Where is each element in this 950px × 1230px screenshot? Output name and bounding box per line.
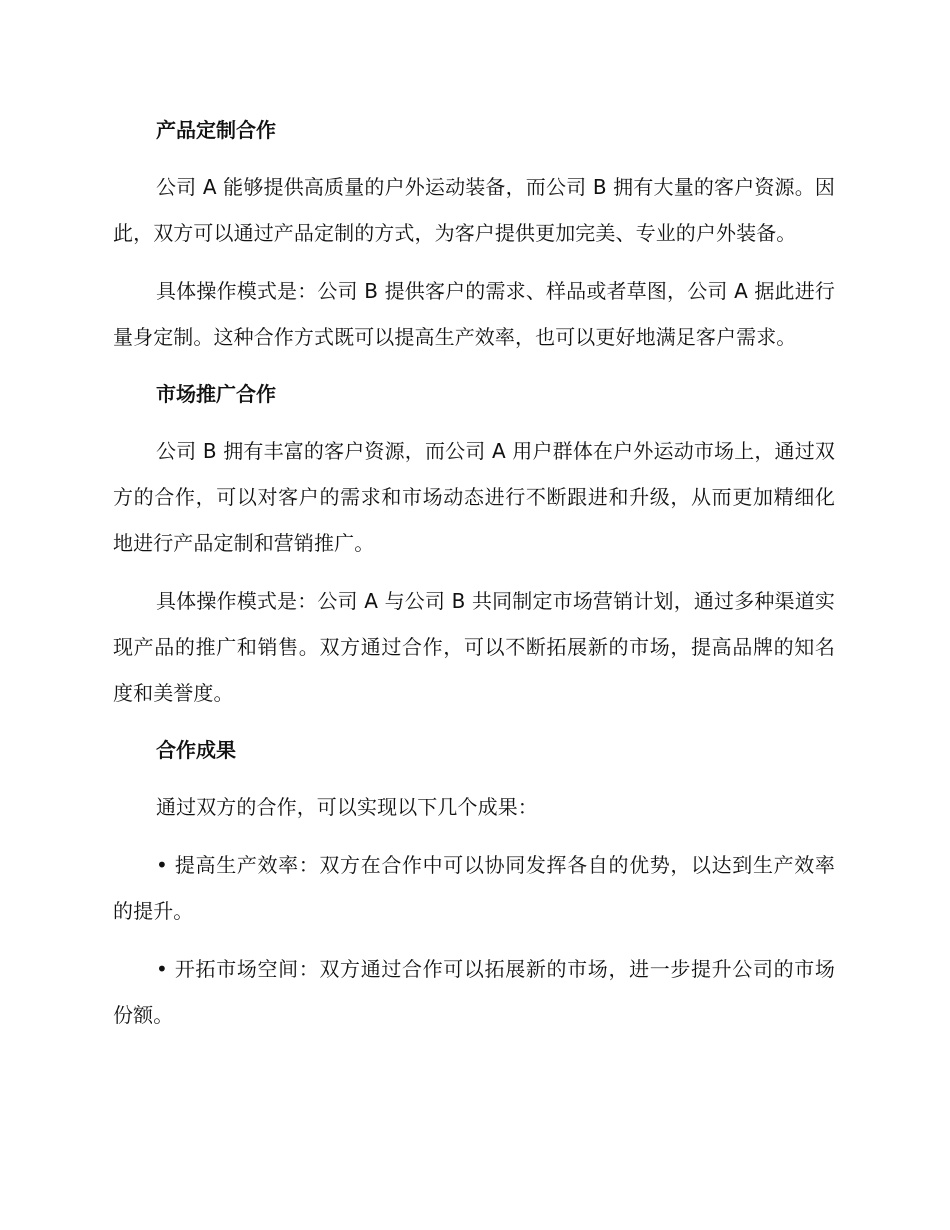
paragraph: 具体操作模式是：公司 A 与公司 B 共同制定市场营销计划，通过多种渠道实现产品的推广和销售。双方通过合作，可以不断拓展新的市场，提高品牌的知名度和美誉度。 — [113, 589, 835, 705]
bullet-item: • 开拓市场空间：双方通过合作可以拓展新的市场，进一步提升公司的市场份额。 — [113, 957, 835, 1027]
paragraph: 公司 B 拥有丰富的客户资源，而公司 A 用户群体在户外运动市场上，通过双方的合作，可以对客户的需求和市场动态进行不断跟进和升级，从而更加精细化地进行产品定制和营销推广。 — [113, 439, 835, 555]
bullet-item: • 提高生产效率：双方在合作中可以协同发挥各自的优势，以达到生产效率的提升。 — [113, 853, 835, 923]
paragraph: 公司 A 能够提供高质量的户外运动装备，而公司 B 拥有大量的客户资源。因此，双方可以通过产品定制的方式，为客户提供更加完美、专业的户外装备。 — [113, 175, 835, 245]
section-heading-product-customization: 产品定制合作 — [156, 118, 276, 142]
section-heading-results: 合作成果 — [156, 738, 236, 762]
section-heading-marketing: 市场推广合作 — [156, 382, 276, 406]
paragraph: 通过双方的合作，可以实现以下几个成果： — [156, 795, 538, 819]
paragraph: 具体操作模式是：公司 B 提供客户的需求、样品或者草图，公司 A 据此进行量身定制。这种合作方式既可以提高生产效率，也可以更好地满足客户需求。 — [113, 279, 835, 349]
document-body — [113, 108, 835, 1050]
